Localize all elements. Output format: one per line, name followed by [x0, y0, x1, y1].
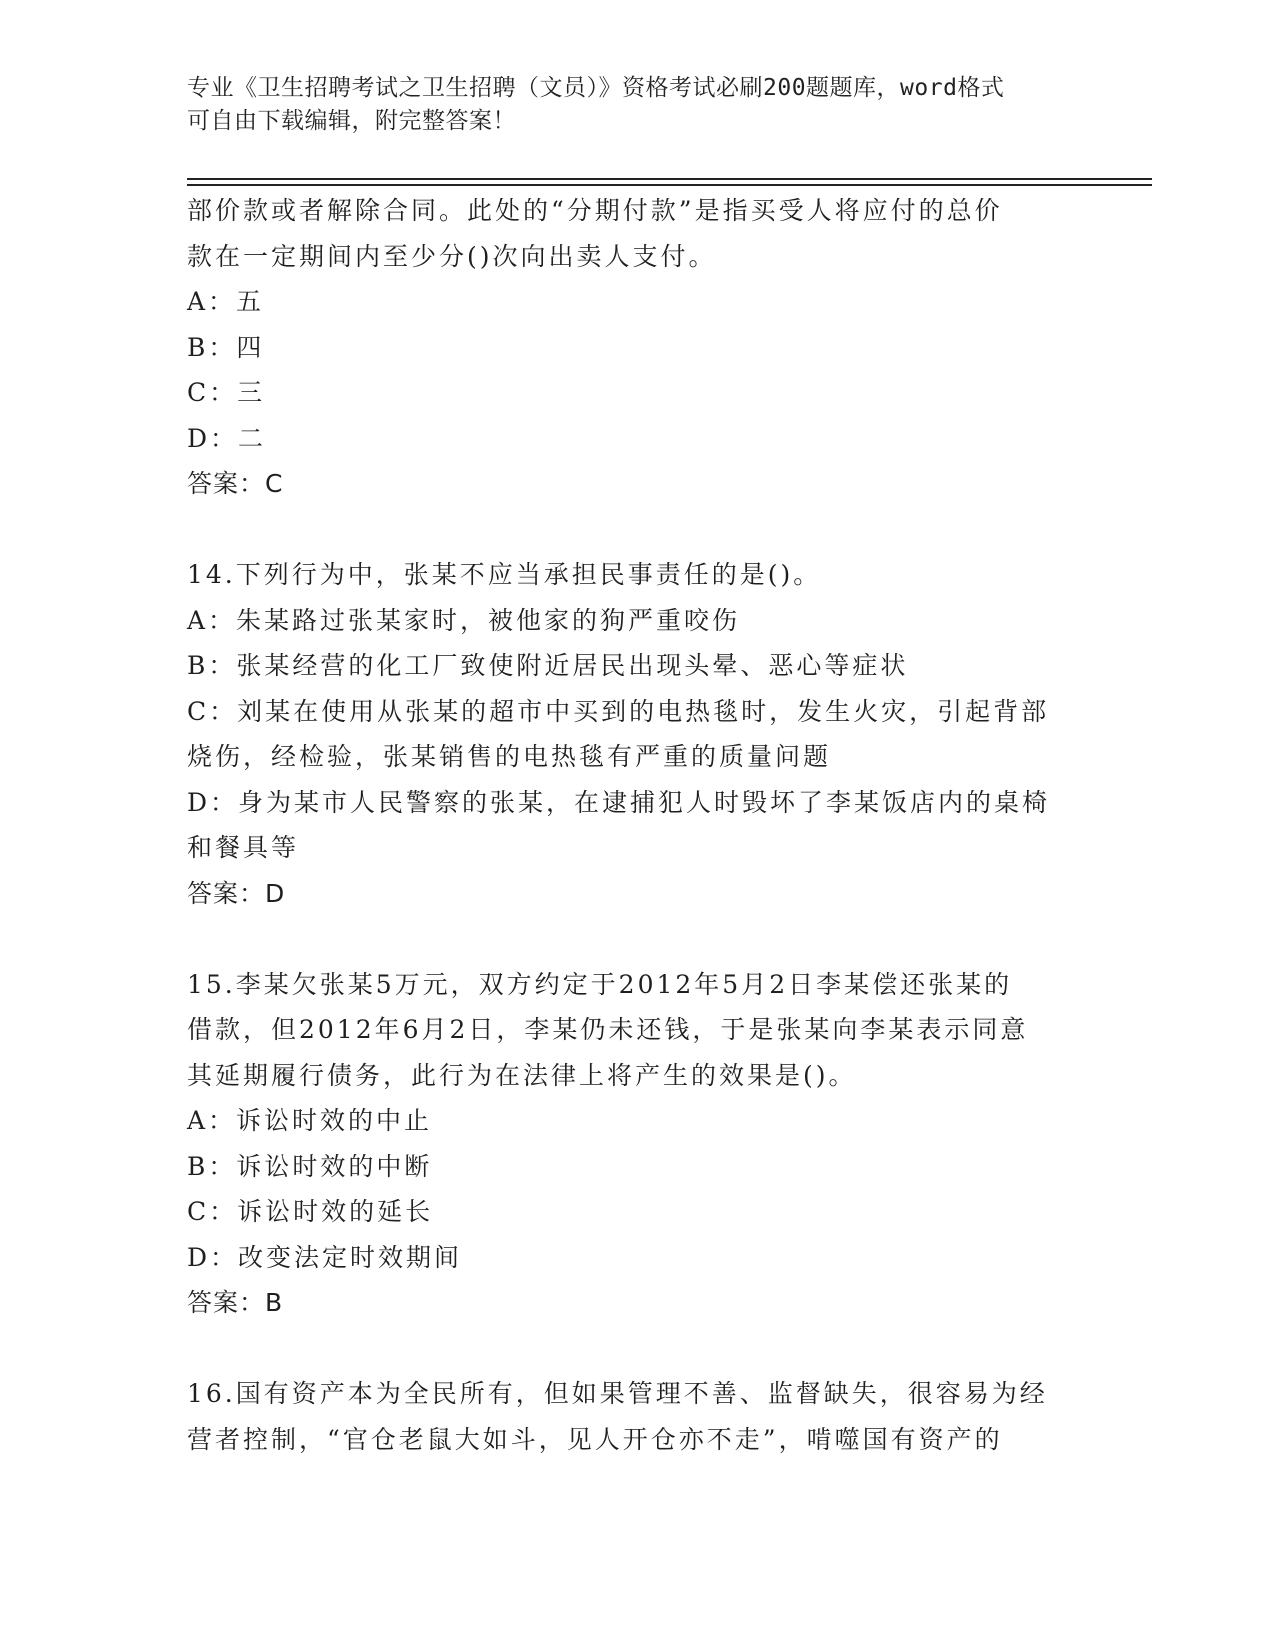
- question-13: [187, 188, 1087, 507]
- question-13-stem-line-2: 款在一定期间内至少分()次向出卖人支付。: [187, 241, 717, 271]
- question-16-stem-line-2: 营者控制，“官仓老鼠大如斗，见人开仓亦不走”，啃噬国有资产的: [187, 1424, 1003, 1454]
- header-title-line-1: 专业《卫生招聘考试之卫生招聘（文员）》资格考试必刷200题题库，word格式: [187, 75, 1005, 101]
- question-15-option-a: A：诉讼时效的中止: [187, 1106, 433, 1135]
- question-15-stem-line-1: 15.李某欠张某5万元，双方约定于2012年5月2日李某偿还张某的: [187, 969, 1013, 999]
- question-13-option-a: A：五: [187, 287, 265, 316]
- question-spacer: [187, 1326, 1087, 1372]
- question-spacer: [187, 916, 1087, 962]
- question-13-stem-line-1: 部价款或者解除合同。此处的“分期付款”是指买受人将应付的总价: [187, 196, 1003, 225]
- question-15-option-d: D：改变法定时效期间: [187, 1242, 463, 1272]
- question-14-stem: 14.下列行为中，张某不应当承担民事责任的是()。: [187, 560, 822, 589]
- question-14-option-d-line-2: 和餐具等: [187, 833, 300, 862]
- question-14: [187, 552, 1087, 916]
- question-content: [187, 188, 1087, 1462]
- question-14-option-c-line-1: C：刘某在使用从张某的超市中买到的电热毯时，发生火灾，引起背部: [187, 696, 1050, 726]
- question-14-option-d-line-1: D：身为某市人民警察的张某，在逮捕犯人时毁坏了李某饭店内的桌椅: [187, 787, 1051, 817]
- question-15-stem-line-3: 其延期履行债务，此行为在法律上将产生的效果是()。: [187, 1060, 857, 1090]
- question-15: [187, 962, 1087, 1326]
- document-header: [187, 72, 1087, 138]
- question-14-option-a: A：朱某路过张某家时，被他家的狗严重咬伤: [187, 605, 741, 635]
- question-13-option-b: B：四: [187, 332, 265, 362]
- question-spacer: [187, 507, 1087, 553]
- question-14-option-c-line-2: 烧伤，经检验，张某销售的电热毯有严重的质量问题: [187, 742, 832, 771]
- question-13-option-c: C：三: [187, 378, 266, 407]
- question-15-answer: 答案：B: [187, 1288, 284, 1317]
- question-13-option-d: D：二: [187, 423, 267, 453]
- header-divider-top: [187, 178, 1152, 180]
- header-title-line-2: 可自由下载编辑，附完整答案！: [187, 108, 516, 134]
- question-16-stem-line-1: 16.国有资产本为全民所有，但如果管理不善、监督缺失，很容易为经: [187, 1379, 1048, 1408]
- question-15-option-b: B：诉讼时效的中断: [187, 1151, 433, 1181]
- question-15-stem-line-2: 借款，但2012年6月2日，李某仍未还钱，于是张某向李某表示同意: [187, 1015, 1029, 1044]
- question-14-option-b: B：张某经营的化工厂致使附近居民出现头晕、恶心等症状: [187, 651, 909, 680]
- header-divider-bottom: [187, 184, 1152, 186]
- question-16: [187, 1371, 1087, 1462]
- question-15-option-c: C：诉讼时效的延长: [187, 1197, 434, 1226]
- question-13-answer: 答案：C: [187, 469, 284, 498]
- question-14-answer: 答案：D: [187, 878, 286, 908]
